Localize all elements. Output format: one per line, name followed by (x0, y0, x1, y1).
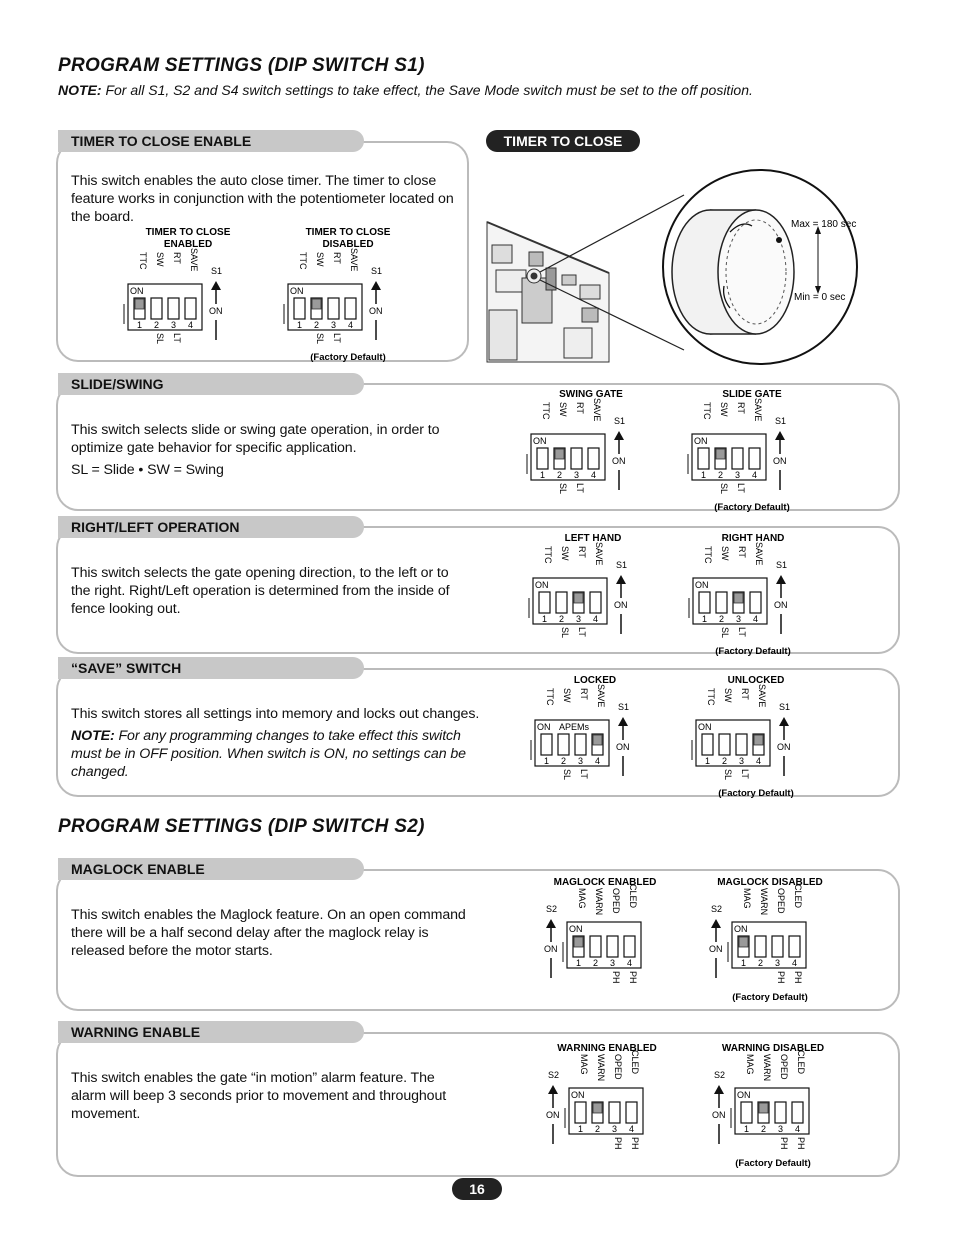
bank-label: S1 (779, 702, 791, 712)
diagram-title: WARNING DISABLED (721, 1043, 825, 1054)
switch-label: SAVE (592, 398, 602, 422)
switch-number: 2 (758, 958, 764, 968)
switch-number: 4 (756, 756, 762, 766)
switch-label: PH (793, 971, 803, 984)
dip-on-label: ON (737, 1090, 751, 1100)
maglock-enabled-diagram (535, 875, 675, 993)
switch-number: 3 (610, 958, 616, 968)
dip-switch-toggle (576, 1112, 585, 1122)
diagram-title: LEFT HAND (564, 533, 622, 544)
dip-switch-toggle (608, 946, 617, 956)
switch-label: SW (155, 252, 165, 267)
dip-on-label: ON (734, 924, 748, 934)
dip-switch-toggle (733, 458, 742, 468)
dip-switch-toggle (737, 744, 746, 754)
switch-number: 2 (719, 614, 725, 624)
up-arrow-icon (211, 281, 221, 290)
dip-switch-toggle (759, 1103, 768, 1113)
up-arrow-icon (618, 717, 628, 726)
switch-label: OPED (776, 888, 786, 914)
diagram-title: LOCKED (573, 675, 617, 686)
dip-switch-toggle (312, 299, 321, 309)
switch-label: PH (796, 1137, 806, 1150)
arrow-on-label: ON (773, 456, 787, 466)
switch-number: 2 (314, 320, 320, 330)
save-note (71, 727, 481, 781)
switch-number: 2 (561, 756, 567, 766)
dip-switch-toggle (593, 1103, 602, 1113)
switch-label: PH (611, 971, 621, 984)
up-arrow-icon (714, 1085, 724, 1094)
switch-label: PH (779, 1137, 789, 1150)
up-arrow-icon (775, 431, 785, 440)
factory-default-label: (Factory Default) (310, 352, 386, 363)
arrow-on-label: ON (544, 944, 558, 954)
circuit-board-image (487, 222, 609, 362)
dip-switch-toggle (557, 602, 566, 612)
rl-tab: RIGHT/LEFT OPERATION (58, 516, 364, 538)
dip-switch-toggle (756, 946, 765, 956)
switch-number: 3 (736, 614, 742, 624)
bank-label: S2 (546, 904, 558, 914)
rl-text: This switch selects the gate opening direction, to the left or to the right. Right/Left operation is determined from the inside of fence looking out. (71, 565, 450, 617)
switch-label: RT (172, 252, 182, 264)
switch-number: 2 (559, 614, 565, 624)
switch-number: 1 (701, 470, 707, 480)
switch-label: OPED (613, 1054, 623, 1080)
arrow-on-label: ON (546, 1110, 560, 1120)
switch-number: 3 (735, 470, 741, 480)
switch-number: 1 (702, 614, 708, 624)
switch-label: SW (558, 402, 568, 417)
dip-switch-toggle (186, 308, 195, 318)
switch-number: 2 (593, 958, 599, 968)
diagram-title: RIGHT HAND (721, 533, 785, 544)
switch-label: TTC (702, 402, 712, 420)
switch-number: 4 (188, 320, 194, 330)
switch-number: 3 (612, 1124, 618, 1134)
switch-label: RT (332, 252, 342, 264)
dip-on-label: ON (698, 722, 712, 732)
switch-label: LT (736, 483, 746, 493)
locked-diagram (525, 673, 665, 791)
arrow-on-label: ON (209, 306, 223, 316)
slide-tab: SLIDE/SWING (58, 373, 364, 395)
ttc-figure-label: TIMER TO CLOSE (486, 130, 640, 152)
dip-switch-toggle (610, 1112, 619, 1122)
dip-on-label: ON (533, 436, 547, 446)
bank-label: S1 (775, 416, 787, 426)
bank-label: S1 (776, 560, 788, 570)
switch-label: SW (719, 402, 729, 417)
switch-number: 2 (718, 470, 724, 480)
dip-switch-toggle (716, 449, 725, 459)
switch-label: SL (723, 769, 733, 781)
arrow-on-label: ON (614, 600, 628, 610)
dip-switch-toggle (790, 946, 799, 956)
switch-number: 4 (591, 470, 597, 480)
arrow-on-label: ON (612, 456, 626, 466)
dip-switch-toggle (627, 1112, 636, 1122)
switch-label: SL (155, 333, 165, 345)
arrow-on-label: ON (709, 944, 723, 954)
switch-label: SW (562, 688, 572, 703)
dip-switch-toggle (793, 1112, 802, 1122)
warning-tab: WARNING ENABLE (58, 1021, 364, 1043)
dip-switch-toggle (329, 308, 338, 318)
arrow-on-label: ON (616, 742, 630, 752)
switch-label: RT (579, 688, 589, 700)
dip-on-label: ON (571, 1090, 585, 1100)
timer-figure (484, 150, 894, 365)
switch-label: RT (740, 688, 750, 700)
maglock-tab: MAGLOCK ENABLE (58, 858, 364, 880)
bank-label: S1 (371, 266, 383, 276)
dip-switch-toggle (734, 593, 743, 603)
switch-label: TTC (706, 688, 716, 706)
note-text: For all S1, S2 and S4 switch settings to take effect, the Save Mode switch must be set to the off position. (105, 82, 753, 98)
diagram-title: TIMER TO CLOSE (145, 227, 231, 238)
bank-label: S2 (711, 904, 723, 914)
switch-number: 3 (171, 320, 177, 330)
dip-switch-toggle (700, 602, 709, 612)
dip-switch-toggle (751, 602, 760, 612)
switch-label: PH (628, 971, 638, 984)
switch-number: 3 (578, 756, 584, 766)
switch-label: TTC (138, 252, 148, 270)
warning-text: This switch enables the gate “in motion” alarm feature. The alarm will beep 3 seconds prior to movement and throughout movement. (71, 1070, 447, 1122)
dip-switch-toggle (540, 602, 549, 612)
switch-label: RT (736, 402, 746, 414)
dip-switch-toggle (572, 458, 581, 468)
dip-switch-toggle (699, 458, 708, 468)
switch-label: WARN (759, 888, 769, 916)
timer-max-label: Max = 180 sec (791, 219, 857, 230)
switch-label: WARN (762, 1054, 772, 1082)
diagram-title: DISABLED (322, 239, 374, 250)
switch-number: 2 (154, 320, 160, 330)
switch-label: MAG (577, 888, 587, 909)
dip-switch-toggle (152, 308, 161, 318)
dip-switch-toggle (750, 458, 759, 468)
arrow-on-label: ON (774, 600, 788, 610)
up-arrow-icon (711, 919, 721, 928)
switch-label: RT (577, 546, 587, 558)
switch-number: 4 (348, 320, 354, 330)
switch-number: 3 (739, 756, 745, 766)
dip-on-label: ON (695, 580, 709, 590)
switch-label: PH (630, 1137, 640, 1150)
switch-label: SAVE (757, 684, 767, 708)
switch-label: SAVE (754, 542, 764, 566)
switch-number: 4 (792, 958, 798, 968)
swing-gate-diagram (521, 387, 661, 505)
switch-label: MAG (745, 1054, 755, 1075)
switch-label: SAVE (349, 248, 359, 272)
dip-switch-toggle (754, 735, 763, 745)
switch-label: SL (562, 769, 572, 781)
switch-label: LT (172, 333, 182, 343)
s2-title: PROGRAM SETTINGS (DIP SWITCH S2) (58, 816, 425, 837)
switch-label: WARN (596, 1054, 606, 1082)
switch-label: LT (575, 483, 585, 493)
dip-switch-toggle (346, 308, 355, 318)
switch-number: 4 (753, 614, 759, 624)
factory-default-label: (Factory Default) (718, 788, 794, 799)
diagram-title: SLIDE GATE (722, 389, 782, 400)
dip-switch-toggle (703, 744, 712, 754)
switch-label: LT (737, 627, 747, 637)
s1-note (58, 82, 753, 98)
switch-label: OPED (611, 888, 621, 914)
potentiometer-knob (672, 210, 794, 334)
switch-number: 1 (297, 320, 303, 330)
switch-label: SAVE (594, 542, 604, 566)
switch-label: SW (315, 252, 325, 267)
dip-on-label: ON (535, 580, 549, 590)
dip-on-label: ON (569, 924, 583, 934)
bank-label: S2 (714, 1070, 726, 1080)
dip-brand-label: APEMs (559, 722, 590, 732)
switch-label: SW (560, 546, 570, 561)
bank-label: S2 (548, 1070, 560, 1080)
switch-number: 1 (576, 958, 582, 968)
up-arrow-icon (371, 281, 381, 290)
switch-label: CLED (793, 884, 803, 909)
dip-switch-toggle (720, 744, 729, 754)
save-text: This switch stores all settings into memory and locks out changes. (71, 706, 480, 722)
switch-label: CLED (628, 884, 638, 909)
dip-switch-toggle (295, 308, 304, 318)
warning-enabled-diagram (537, 1041, 677, 1159)
switch-label: PH (613, 1137, 623, 1150)
switch-label: OPED (779, 1054, 789, 1080)
switch-number: 1 (578, 1124, 584, 1134)
dip-switch-toggle (591, 602, 600, 612)
dip-switch-toggle (717, 602, 726, 612)
diagram-title: SWING GATE (559, 389, 623, 400)
up-arrow-icon (779, 717, 789, 726)
up-arrow-icon (776, 575, 786, 584)
switch-label: WARN (594, 888, 604, 916)
arrow-on-label: ON (777, 742, 791, 752)
switch-number: 4 (593, 614, 599, 624)
switch-number: 3 (778, 1124, 784, 1134)
warning-disabled-diagram (703, 1041, 843, 1169)
timer-min-label: Min = 0 sec (794, 292, 846, 303)
dip-switch-toggle (574, 937, 583, 947)
switch-label: RT (737, 546, 747, 558)
save-note-label: NOTE: (71, 728, 115, 744)
switch-label: TTC (543, 546, 553, 564)
switch-number: 1 (705, 756, 711, 766)
dip-switch-toggle (135, 299, 144, 309)
switch-number: 4 (795, 1124, 801, 1134)
dip-on-label: ON (290, 286, 304, 296)
note-label: NOTE: (58, 82, 102, 98)
up-arrow-icon (548, 1085, 558, 1094)
dip-on-label: ON (694, 436, 708, 446)
dip-on-label: ON (537, 722, 551, 732)
switch-number: 4 (595, 756, 601, 766)
dip-switch-toggle (776, 1112, 785, 1122)
up-arrow-icon (616, 575, 626, 584)
page-number: 16 (452, 1178, 502, 1200)
switch-label: SW (723, 688, 733, 703)
diagram-title: WARNING ENABLED (557, 1043, 657, 1054)
switch-label: SL (560, 627, 570, 639)
switch-number: 2 (595, 1124, 601, 1134)
s1-title: PROGRAM SETTINGS (DIP SWITCH S1) (58, 55, 425, 76)
switch-number: 2 (557, 470, 563, 480)
arrow-on-label: ON (369, 306, 383, 316)
switch-number: 1 (741, 958, 747, 968)
switch-number: 1 (540, 470, 546, 480)
arrow-on-label: ON (712, 1110, 726, 1120)
diagram-title: MAGLOCK ENABLED (553, 877, 657, 888)
save-note-text: For any programming changes to take effect this switch must be in OFF position. When switch is ON, no settings can be changed. (71, 728, 466, 780)
right-hand-diagram (683, 531, 823, 657)
switch-label: TTC (545, 688, 555, 706)
switch-label: RT (575, 402, 585, 414)
left-hand-diagram (523, 531, 663, 649)
diagram-title: UNLOCKED (727, 675, 785, 686)
switch-label: MAG (742, 888, 752, 909)
dip-switch-toggle (593, 735, 602, 745)
save-tab: “SAVE” SWITCH (58, 657, 364, 679)
switch-number: 4 (752, 470, 758, 480)
dip-switch-toggle (742, 1112, 751, 1122)
ttc-text: This switch enables the auto close timer. The timer to close feature works in conjunction with the potentiometer located on the board. (71, 173, 454, 225)
factory-default-label: (Factory Default) (735, 1158, 811, 1169)
dip-switch-toggle (169, 308, 178, 318)
switch-label: SAVE (189, 248, 199, 272)
switch-number: 4 (627, 958, 633, 968)
bank-label: S1 (618, 702, 630, 712)
dip-switch-toggle (625, 946, 634, 956)
switch-label: LT (740, 769, 750, 779)
factory-default-label: (Factory Default) (715, 646, 791, 657)
bank-label: S1 (614, 416, 626, 426)
ttc-enabled-diagram (118, 225, 258, 343)
factory-default-label: (Factory Default) (714, 502, 790, 513)
switch-number: 3 (576, 614, 582, 624)
dip-switch-toggle (574, 593, 583, 603)
switch-label: TTC (541, 402, 551, 420)
up-arrow-icon (614, 431, 624, 440)
dip-switch-toggle (555, 449, 564, 459)
bank-label: S1 (616, 560, 628, 570)
slide-text: This switch selects slide or swing gate operation, in order to optimize gate behavior for specific application. (71, 422, 440, 456)
switch-number: 4 (629, 1124, 635, 1134)
switch-label: SW (720, 546, 730, 561)
slide-gate-diagram (682, 387, 822, 513)
dip-switch-toggle (542, 744, 551, 754)
switch-number: 3 (574, 470, 580, 480)
switch-label: CLED (796, 1050, 806, 1075)
switch-label: PH (776, 971, 786, 984)
switch-number: 1 (744, 1124, 750, 1134)
switch-label: LT (577, 627, 587, 637)
dip-switch-toggle (559, 744, 568, 754)
maglock-disabled-diagram (700, 875, 840, 1003)
switch-number: 3 (775, 958, 781, 968)
switch-label: SL (558, 483, 568, 495)
switch-label: SAVE (753, 398, 763, 422)
dip-switch-toggle (589, 458, 598, 468)
dip-on-label: ON (130, 286, 144, 296)
switch-label: SAVE (596, 684, 606, 708)
dip-switch-toggle (739, 937, 748, 947)
switch-number: 2 (722, 756, 728, 766)
dip-switch-toggle (591, 946, 600, 956)
diagram-title: ENABLED (163, 239, 213, 250)
switch-label: MAG (579, 1054, 589, 1075)
unlocked-diagram (686, 673, 826, 799)
slide-legend: SL = Slide • SW = Swing (71, 462, 224, 478)
maglock-text: This switch enables the Maglock feature. On an open command there will be a half second delay after the maglock relay is released before the motor starts. (71, 907, 466, 959)
switch-label: TTC (298, 252, 308, 270)
switch-number: 1 (137, 320, 143, 330)
bank-label: S1 (211, 266, 223, 276)
switch-label: LT (579, 769, 589, 779)
dip-switch-toggle (538, 458, 547, 468)
factory-default-label: (Factory Default) (732, 992, 808, 1003)
diagram-title: TIMER TO CLOSE (305, 227, 391, 238)
switch-label: SL (720, 627, 730, 639)
switch-label: CLED (630, 1050, 640, 1075)
diagram-title: MAGLOCK DISABLED (717, 877, 823, 888)
switch-label: LT (332, 333, 342, 343)
ttc-disabled-diagram (278, 225, 418, 363)
dip-switch-toggle (576, 744, 585, 754)
switch-label: SL (315, 333, 325, 345)
switch-number: 1 (544, 756, 550, 766)
switch-number: 3 (331, 320, 337, 330)
ttc-tab: TIMER TO CLOSE ENABLE (58, 130, 364, 152)
switch-label: TTC (703, 546, 713, 564)
up-arrow-icon (546, 919, 556, 928)
dip-switch-toggle (773, 946, 782, 956)
switch-number: 2 (761, 1124, 767, 1134)
switch-label: SL (719, 483, 729, 495)
switch-number: 1 (542, 614, 548, 624)
